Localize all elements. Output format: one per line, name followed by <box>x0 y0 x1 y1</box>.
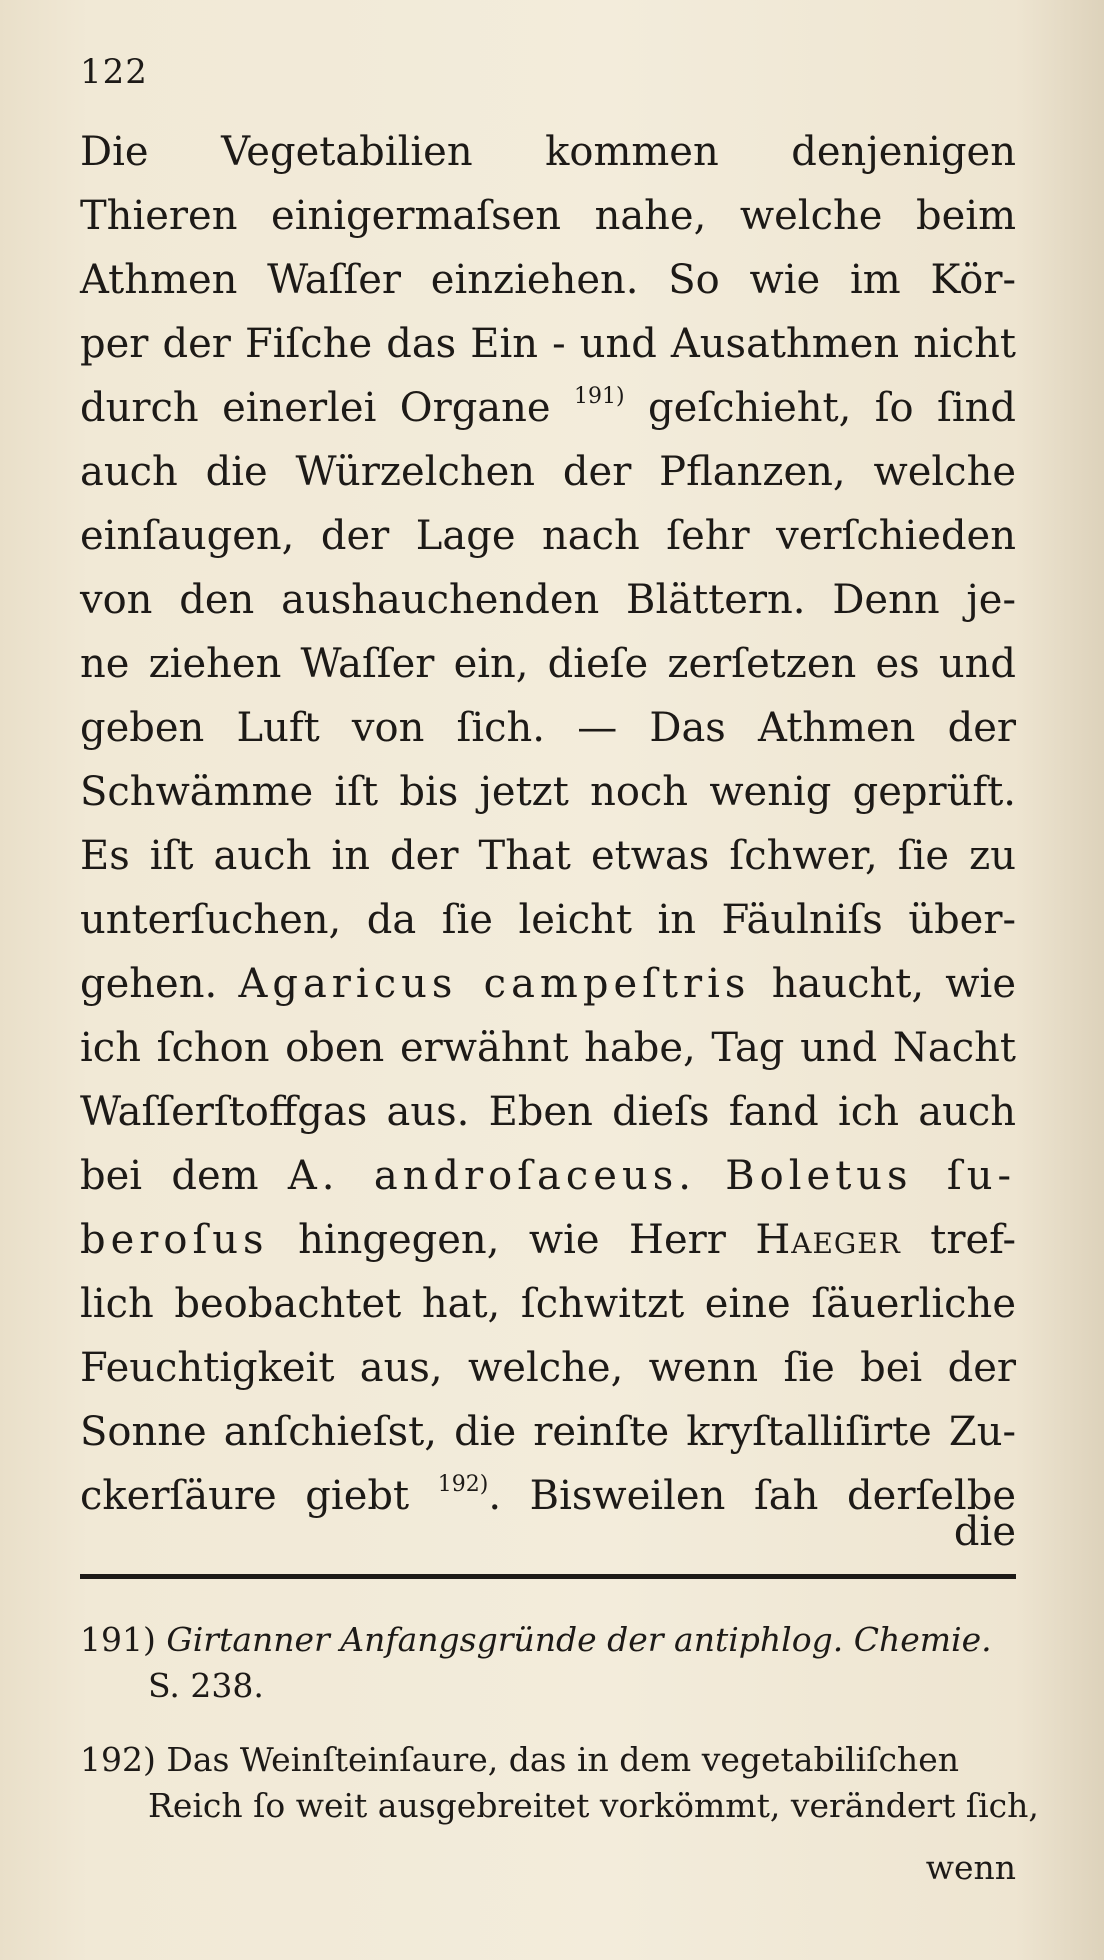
text-line: lich beobachtet hat, ſchwitzt eine ſäuerliche <box>80 1281 1016 1327</box>
text-line <box>80 1216 1016 1264</box>
spaced-taxon: Agaricus campeſtris <box>238 961 751 1007</box>
text-line: von den aushauchenden Blättern. Denn je- <box>80 577 1016 623</box>
footnote-label: 192) <box>80 1740 156 1779</box>
footnote-text: Das Weinſteinſaure, das in dem vegetabiliſchen <box>166 1740 959 1779</box>
catchword: die <box>953 1509 1016 1555</box>
text-line: auch die Würzelchen der Pflanzen, welche <box>80 449 1016 495</box>
text-segment: geſchieht, ſo ſind <box>648 385 1017 431</box>
text-line <box>80 1152 1016 1200</box>
text-line <box>80 384 1016 432</box>
footnote-label: 191) <box>80 1620 156 1659</box>
text-line: Feuchtigkeit aus, welche, wenn ſie bei der <box>80 1345 1016 1391</box>
footnote-ref: 191) <box>574 384 625 409</box>
text-line: Waſſerſtoffgas aus. Eben dieſs fand ich auch <box>80 1089 1016 1135</box>
footnote-191 <box>80 1620 1016 1660</box>
text-line: Athmen Waſſer einziehen. So wie im Kör- <box>80 257 1016 303</box>
spaced-taxon: beroſus <box>80 1217 269 1263</box>
text-line: geben Luft von ſich. — Das Athmen der <box>80 705 1016 751</box>
text-segment: bei dem <box>80 1153 259 1199</box>
text-line: ne ziehen Waſſer ein, dieſe zerſetzen es und <box>80 641 1016 687</box>
footnote-ref: 192) <box>437 1472 489 1497</box>
text-line: unterſuchen, da ſie leicht in Fäulniſs über- <box>80 897 1016 943</box>
text-line: Es iſt auch in der That etwas ſchwer, ſie zu <box>80 833 1016 879</box>
spaced-taxon: A. androſaceus. <box>287 1153 696 1199</box>
text-line: einſaugen, der Lage nach ſehr verſchieden <box>80 513 1016 559</box>
text-line: ich ſchon oben erwähnt habe, Tag und Nacht <box>80 1025 1016 1071</box>
text-line: Sonne anſchieſst, die reinſte kryſtalliſirte Zu- <box>80 1409 1016 1455</box>
text-segment: hingegen, wie Herr <box>298 1217 726 1263</box>
text-segment: durch einerlei Organe <box>80 385 551 431</box>
footnote-rule <box>80 1574 1016 1579</box>
text-line: Thieren einigermaſsen nahe, welche beim <box>80 193 1016 239</box>
footnote-catchword: wenn <box>925 1848 1016 1887</box>
text-line <box>80 960 1016 1008</box>
page-number: 122 <box>80 52 148 92</box>
footnote-192 <box>80 1740 1016 1780</box>
footnote-text: S. 238. <box>148 1666 264 1705</box>
text-segment: tref- <box>930 1217 1017 1263</box>
text-segment: ckerſäure giebt <box>80 1473 410 1519</box>
text-line: per der Fiſche das Ein - und Ausathmen nicht <box>80 321 1016 367</box>
text-line: Die Vegetabilien kommen denjenigen <box>80 129 1016 175</box>
text-segment: . Bisweilen ſah derſelbe <box>488 1473 1017 1519</box>
author-name: Haeger <box>755 1217 901 1263</box>
text-line: Schwämme iſt bis jetzt noch wenig geprüft. <box>80 769 1016 815</box>
text-segment: gehen. <box>80 961 218 1007</box>
footnote-text: Reich ſo weit ausgebreitet vorkömmt, verändert ſich, <box>148 1786 1039 1825</box>
text-segment: haucht, wie <box>771 961 1016 1007</box>
footnote-text: Girtanner Anfangsgründe der antiphlog. Chemie. <box>166 1620 992 1659</box>
spaced-taxon: Boletus ſu- <box>725 1153 1016 1199</box>
